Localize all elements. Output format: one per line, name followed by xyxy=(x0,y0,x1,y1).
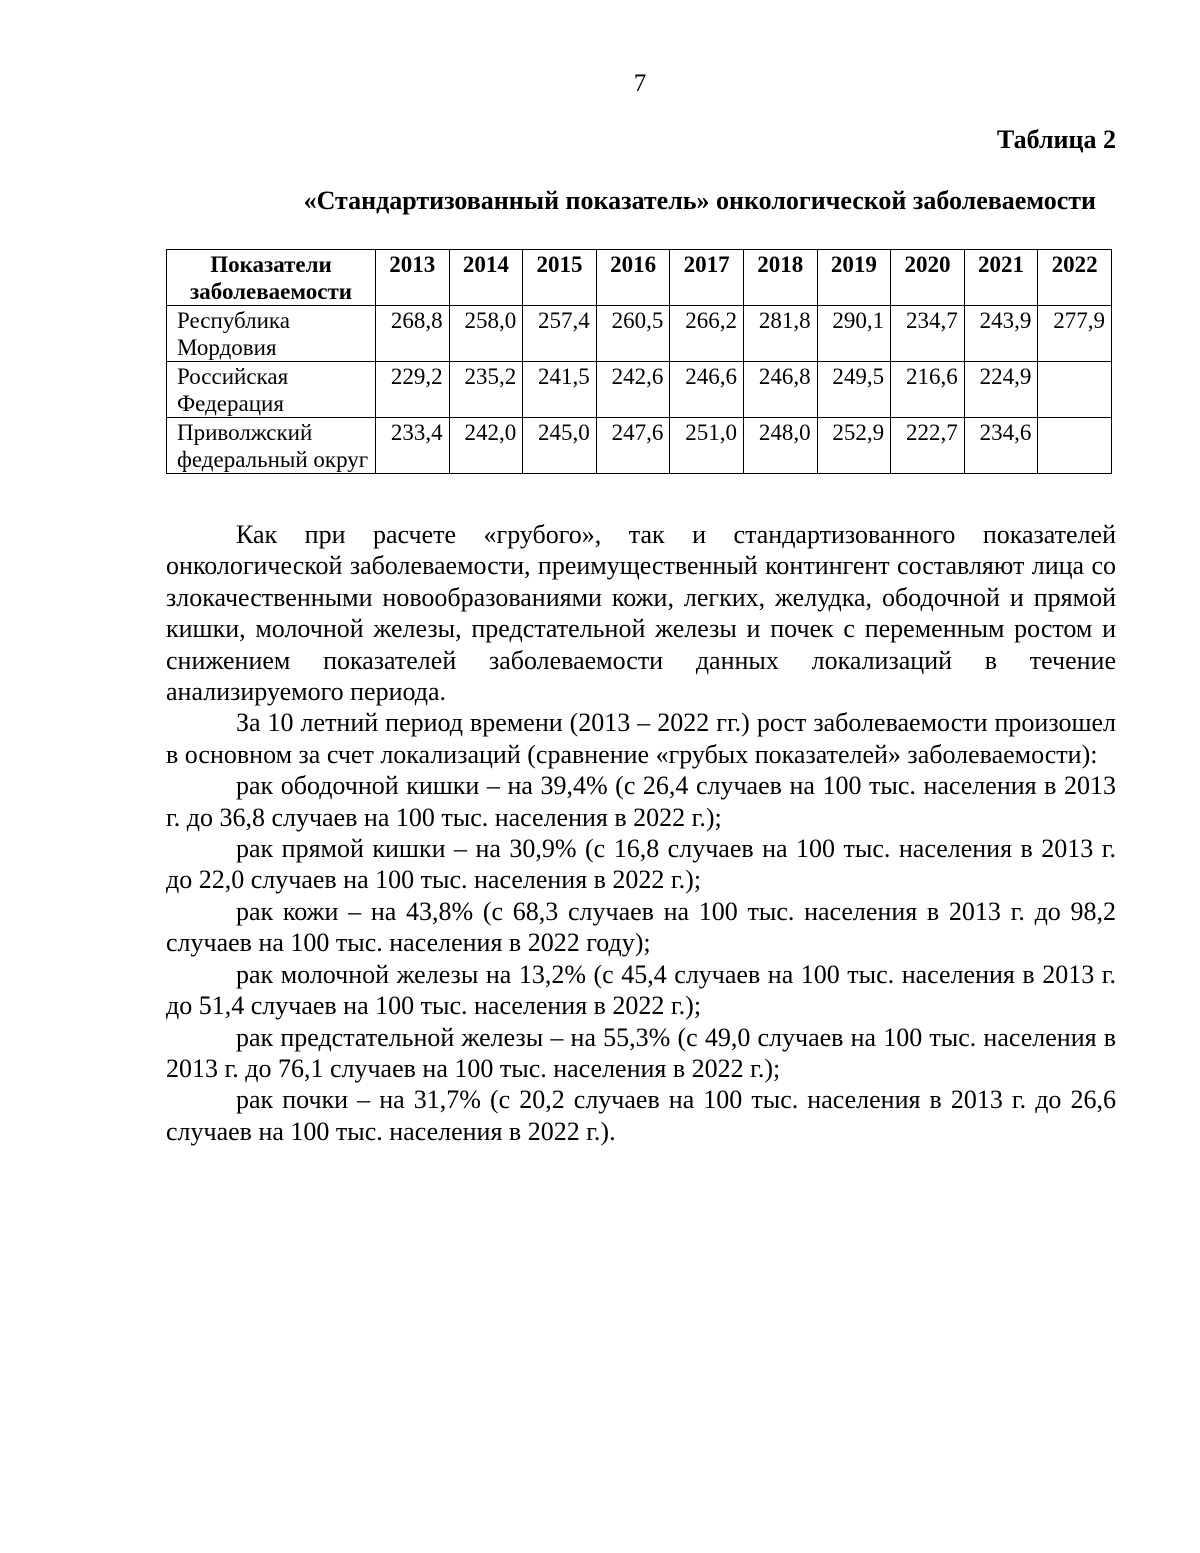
header-year-cell: 2014 xyxy=(449,250,523,306)
value-cell: 241,5 xyxy=(523,362,597,418)
value-cell: 290,1 xyxy=(817,306,891,362)
value-cell: 266,2 xyxy=(670,306,744,362)
header-year-cell: 2015 xyxy=(523,250,597,306)
table-title: «Стандартизованный показатель» онкологической заболеваемости xyxy=(303,186,1096,215)
value-cell: 229,2 xyxy=(376,362,450,418)
body-text xyxy=(166,519,1116,1147)
table-row xyxy=(167,306,1112,362)
value-cell: 258,0 xyxy=(449,306,523,362)
paragraph-intro: Как при расчете «грубого», так и стандартизованного показателей онкологической заболеваемости, преимущественный контингент составляют лица со злокачественными новообразованиями кожи, легких, желудка, ободочной и прямой кишки, молочной железы, предстательной железы и почек с переменным ростом и снижением показателей заболеваемости данных локализаций в течение анализируемого периода. xyxy=(166,520,1116,707)
value-cell: 245,0 xyxy=(523,418,597,474)
value-cell: 246,6 xyxy=(670,362,744,418)
row-label-cell: Республика Мордовия xyxy=(167,306,376,362)
value-cell: 234,7 xyxy=(891,306,965,362)
value-cell: 249,5 xyxy=(817,362,891,418)
value-cell: 243,9 xyxy=(964,306,1038,362)
value-cell: 257,4 xyxy=(523,306,597,362)
header-year-cell: 2018 xyxy=(743,250,817,306)
value-cell xyxy=(1038,418,1112,474)
value-cell: 216,6 xyxy=(891,362,965,418)
paragraph-colon-cancer: рак ободочной кишки – на 39,4% (с 26,4 случаев на 100 тыс. населения в 2013 г. до 36,8 случаев на 100 тыс. населения в 2022 г.); xyxy=(166,771,1116,832)
header-label-cell: Показатели заболеваемости xyxy=(167,250,376,306)
value-cell: 260,5 xyxy=(596,306,670,362)
value-cell: 234,6 xyxy=(964,418,1038,474)
row-label-cell: Приволжский федеральный округ xyxy=(167,418,376,474)
value-cell: 268,8 xyxy=(376,306,450,362)
value-cell: 224,9 xyxy=(964,362,1038,418)
value-cell: 277,9 xyxy=(1038,306,1112,362)
header-year-cell: 2021 xyxy=(964,250,1038,306)
header-year-cell: 2017 xyxy=(670,250,744,306)
value-cell: 246,8 xyxy=(743,362,817,418)
table-row xyxy=(167,362,1112,418)
table-header-row xyxy=(167,250,1112,306)
paragraph-kidney-cancer: рак почки – на 31,7% (с 20,2 случаев на 100 тыс. населения в 2013 г. до 26,6 случаев на 100 тыс. населения в 2022 г.). xyxy=(166,1085,1116,1146)
header-year-cell: 2019 xyxy=(817,250,891,306)
value-cell: 252,9 xyxy=(817,418,891,474)
row-label-cell: Российская Федерация xyxy=(167,362,376,418)
paragraph-period: За 10 летний период времени (2013 – 2022 гг.) рост заболеваемости произошел в основном за счет локализаций (сравнение «грубых показателей» заболеваемости): xyxy=(166,708,1116,769)
header-year-cell: 2013 xyxy=(376,250,450,306)
table-row xyxy=(167,418,1112,474)
paragraph-rectal-cancer: рак прямой кишки – на 30,9% (с 16,8 случаев на 100 тыс. населения в 2013 г. до 22,0 случаев на 100 тыс. населения в 2022 г.); xyxy=(166,834,1116,895)
paragraph-skin-cancer: рак кожи – на 43,8% (с 68,3 случаев на 100 тыс. населения в 2013 г. до 98,2 случаев на 100 тыс. населения в 2022 году); xyxy=(166,896,1116,958)
value-cell: 251,0 xyxy=(670,418,744,474)
incidence-table xyxy=(166,249,1112,474)
page-number: 7 xyxy=(633,70,647,97)
header-year-cell: 2020 xyxy=(891,250,965,306)
value-cell: 242,0 xyxy=(449,418,523,474)
value-cell: 222,7 xyxy=(891,418,965,474)
value-cell: 235,2 xyxy=(449,362,523,418)
header-year-cell: 2016 xyxy=(596,250,670,306)
value-cell: 281,8 xyxy=(743,306,817,362)
table-label: Таблица 2 xyxy=(996,125,1116,154)
value-cell: 248,0 xyxy=(743,418,817,474)
value-cell: 242,6 xyxy=(596,362,670,418)
paragraph-prostate-cancer: рак предстательной железы – на 55,3% (с 49,0 случаев на 100 тыс. населения в 2013 г. до 76,1 случаев на 100 тыс. населения в 2022 г.); xyxy=(166,1022,1116,1083)
value-cell xyxy=(1038,362,1112,418)
value-cell: 233,4 xyxy=(376,418,450,474)
paragraph-breast-cancer: рак молочной железы на 13,2% (с 45,4 случаев на 100 тыс. населения в 2013 г. до 51,4 случаев на 100 тыс. населения в 2022 г.); xyxy=(166,959,1116,1021)
value-cell: 247,6 xyxy=(596,418,670,474)
header-year-cell: 2022 xyxy=(1038,250,1112,306)
